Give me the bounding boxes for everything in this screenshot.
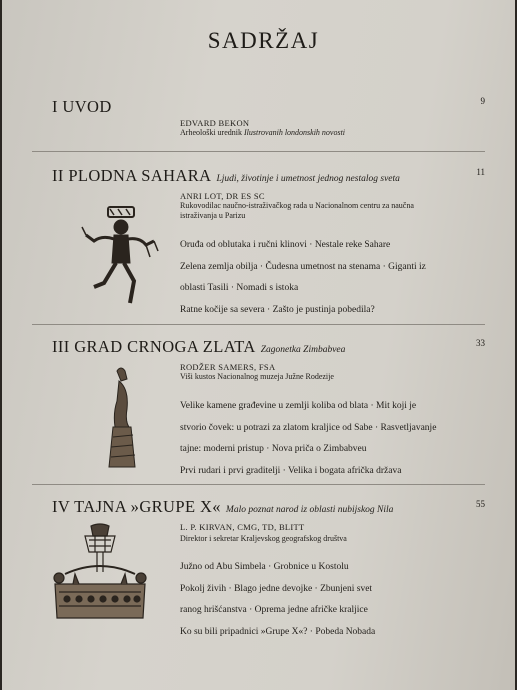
chapter-3-heading <box>52 337 345 357</box>
divider <box>32 484 485 485</box>
chapter-3-topic-line: stvorio čovek: u potrazi za zlatom kraljice od Sabe · Rasvetljavanje <box>180 422 437 433</box>
chapter-2-subtitle: Ljudi, životinje i umetnost jednog nestalog sveta <box>216 174 400 184</box>
chapter-3-topic-line: Prvi rudari i prvi graditelji · Velika i bogata afrička država <box>180 465 402 476</box>
chapter-4-role: Direktor i sekretar Kraljevskog geografskog društva <box>180 534 347 543</box>
chapter-3-page: 33 <box>476 338 485 348</box>
chapter-1-page: 9 <box>480 96 485 106</box>
crown-illustration <box>45 522 155 624</box>
page-title: SADRŽAJ <box>207 28 320 53</box>
chapter-2-topic-line: Ratne kočije sa severa · Zašto je pustinja pobedila? <box>180 304 375 315</box>
chapter-1-role-italic: Ilustrovanih londonskih novosti <box>244 128 346 137</box>
divider <box>32 324 485 325</box>
chapter-1-role-text: Arheološki urednik <box>180 128 242 137</box>
chapter-3-topics <box>180 396 480 482</box>
chapter-1-title: I UVOD <box>52 97 112 116</box>
chapter-2-topic-line: Oruđa od oblutaka i ručni klinovi · Nestale reke Sahare <box>180 240 391 250</box>
divider <box>32 151 485 152</box>
chapter-2-page: 11 <box>476 167 485 177</box>
contents-page <box>2 0 515 690</box>
chapter-2-topic-line: Zelena zemlja obilja · Čudesna umetnost na stenama · Giganti iz <box>180 261 426 272</box>
chapter-1-author: EDVARD BEKON <box>180 118 250 128</box>
chapter-2-title: II PLODNA SAHARA <box>52 166 212 185</box>
chapter-4-author: L. P. KIRVAN, CMG, TD, BLITT <box>180 522 305 532</box>
chapter-4-topic-line: Južno od Abu Simbela · Grobnice u Kostolu <box>180 562 349 572</box>
chapter-1-role <box>180 128 450 138</box>
chapter-3-topic-line: Velike kamene građevine u zemlji koliba od blata · Mit koji je <box>180 401 417 411</box>
chapter-4-topic-line: ranog hrišćanstva · Oprema jedne afričke kraljice <box>180 605 368 615</box>
chapter-4-page: 55 <box>476 499 485 509</box>
chapter-2-topic-line: oblasti Tasili · Nomadi s istoka <box>180 283 299 293</box>
chapter-2-role: Rukovodilac naučno-istraživačkog rada u Nacionalnom centru za naučna istraživanja u Parizu <box>180 201 414 220</box>
chapter-4-topic-line: Ko su bili pripadnici »Grupe X«? · Pobeda Nobada <box>180 626 376 637</box>
chapter-4-topics <box>180 557 480 643</box>
chapter-4-subtitle: Malo poznat narod iz oblasti nubijskog Nila <box>225 505 394 515</box>
chapter-4-topic-line: Pokolj živih · Blago jedne devojke · Zbunjeni svet <box>180 583 373 594</box>
chapter-3-role: Viši kustos Nacionalnog muzeja Južne Rodezije <box>180 372 334 381</box>
rock-art-figure-illustration <box>80 205 162 310</box>
chapter-1-heading <box>52 97 112 117</box>
chapter-3-title: III GRAD CRNOGA ZLATA <box>52 337 256 356</box>
chapter-3-author: RODŽER SAMERS, FSA <box>180 362 276 372</box>
chapter-3-subtitle: Zagonetka Zimbabvea <box>260 345 346 355</box>
chapter-4-title: IV TAJNA »GRUPE X« <box>52 497 221 516</box>
soapstone-bird-illustration <box>105 365 139 470</box>
chapter-2-heading <box>52 166 400 186</box>
chapter-2-author: ANRI LOT, DR ES SC <box>180 191 265 201</box>
chapter-3-topic-line: tajne: moderni pristup · Nova priča o Zimbabveu <box>180 444 367 454</box>
chapter-4-heading <box>52 497 393 517</box>
chapter-2-topics <box>180 235 480 321</box>
